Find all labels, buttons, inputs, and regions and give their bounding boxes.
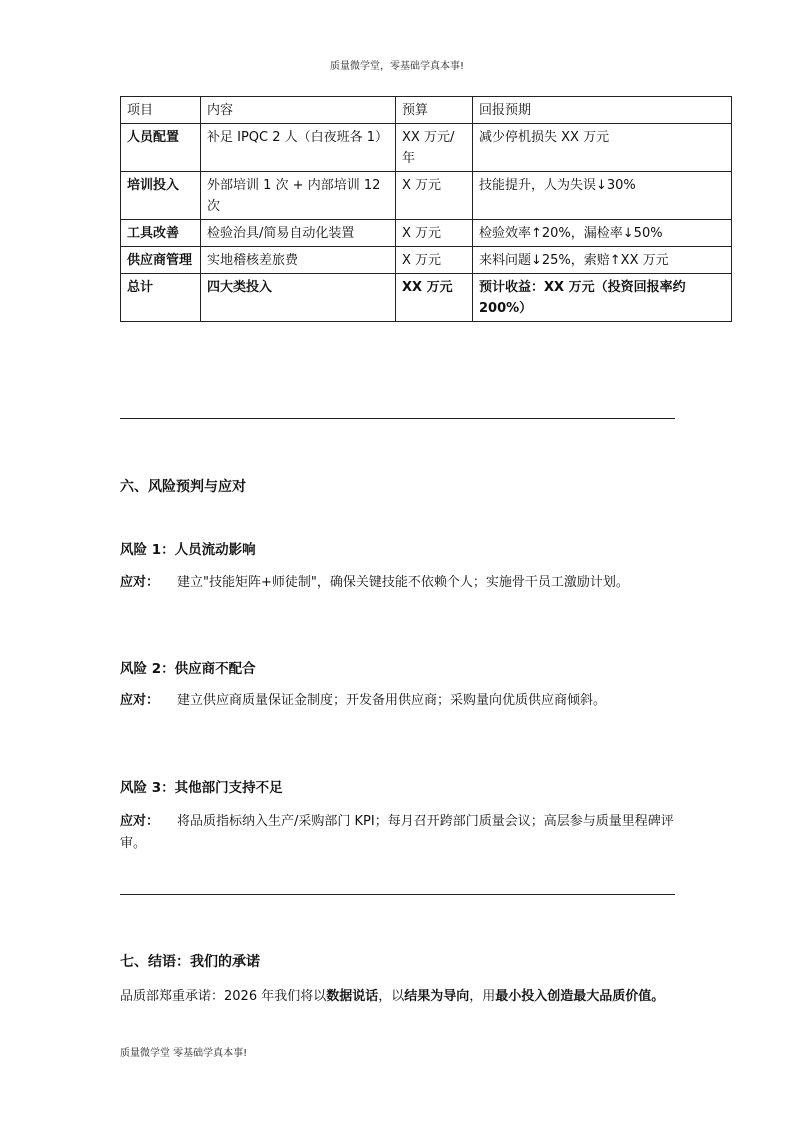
table-cell: 四大类投入: [201, 274, 396, 322]
response-label: 应对：: [120, 693, 160, 708]
table-row: [121, 124, 732, 172]
response-label: 应对：: [120, 575, 160, 590]
table-cell: 补足 IPQC 2 人（白夜班各 1）: [201, 124, 396, 172]
table-row: [121, 172, 732, 220]
conclusion-text: ，用: [469, 989, 496, 1004]
page-footer: 质量微学堂 零基础学真本事!: [120, 1048, 248, 1059]
conclusion-emphasis: 最小投入创造最大品质价值。: [495, 989, 665, 1004]
page-header: 质量微学堂，零基础学真本事!: [329, 61, 464, 72]
table-cell: 供应商管理: [121, 247, 201, 274]
conclusion-text: ，以: [378, 989, 405, 1004]
table-cell: 人员配置: [121, 124, 201, 172]
table-cell: 减少停机损失 XX 万元: [473, 124, 732, 172]
response-text: 建立供应商质量保证金制度；开发备用供应商；采购量向优质供应商倾斜。: [177, 693, 607, 708]
table-cell: 实地稽核差旅费: [201, 247, 396, 274]
table-cell: X 万元: [396, 247, 473, 274]
section-7-title: 七、结语：我们的承诺: [120, 954, 260, 970]
table-header-cell: 项目: [121, 97, 201, 124]
risk-1-response: [120, 572, 680, 594]
divider: [120, 418, 675, 419]
table-row: [121, 247, 732, 274]
response-label: 应对：: [120, 814, 160, 829]
table-cell: XX 万元/年: [396, 124, 473, 172]
table-row: [121, 220, 732, 247]
response-text: 将品质指标纳入生产/采购部门 KPI；每月召开跨部门质量会议；高层参与质量里程碑评审。: [120, 814, 674, 851]
table-cell: 来料问题↓25%，索赔↑XX 万元: [473, 247, 732, 274]
risk-3-response: [120, 811, 680, 855]
risk-2-response: [120, 690, 680, 712]
table-header-cell: 内容: [201, 97, 396, 124]
conclusion-emphasis: 结果为导向: [404, 989, 470, 1004]
divider: [120, 894, 675, 895]
table-header-row: [121, 97, 732, 124]
table-cell: 培训投入: [121, 172, 201, 220]
table-header-cell: 回报预期: [473, 97, 732, 124]
risk-2-title: 风险 2：供应商不配合: [120, 661, 256, 677]
budget-table: [120, 96, 732, 322]
table-cell: 检验效率↑20%，漏检率↓50%: [473, 220, 732, 247]
table-total-row: [121, 274, 732, 322]
conclusion-emphasis: 数据说话: [326, 989, 379, 1004]
response-text: 建立"技能矩阵+师徒制"，确保关键技能不依赖个人；实施骨干员工激励计划。: [177, 575, 629, 590]
table-cell: 外部培训 1 次 + 内部培训 12 次: [201, 172, 396, 220]
table-cell: 工具改善: [121, 220, 201, 247]
conclusion-text: 品质部郑重承诺：2026 年我们将以: [120, 989, 327, 1004]
table-cell: 总计: [121, 274, 201, 322]
table-cell: XX 万元: [396, 274, 473, 322]
risk-3-title: 风险 3：其他部门支持不足: [120, 780, 283, 796]
conclusion-paragraph: [120, 986, 680, 1008]
table-cell: 检验治具/简易自动化装置: [201, 220, 396, 247]
table-cell: X 万元: [396, 172, 473, 220]
table-cell: X 万元: [396, 220, 473, 247]
risk-1-title: 风险 1：人员流动影响: [120, 542, 256, 558]
section-6-title: 六、风险预判与应对: [120, 479, 246, 495]
table-header-cell: 预算: [396, 97, 473, 124]
table-cell: 技能提升，人为失误↓30%: [473, 172, 732, 220]
table-cell: 预计收益：XX 万元（投资回报率约 200%）: [473, 274, 732, 322]
